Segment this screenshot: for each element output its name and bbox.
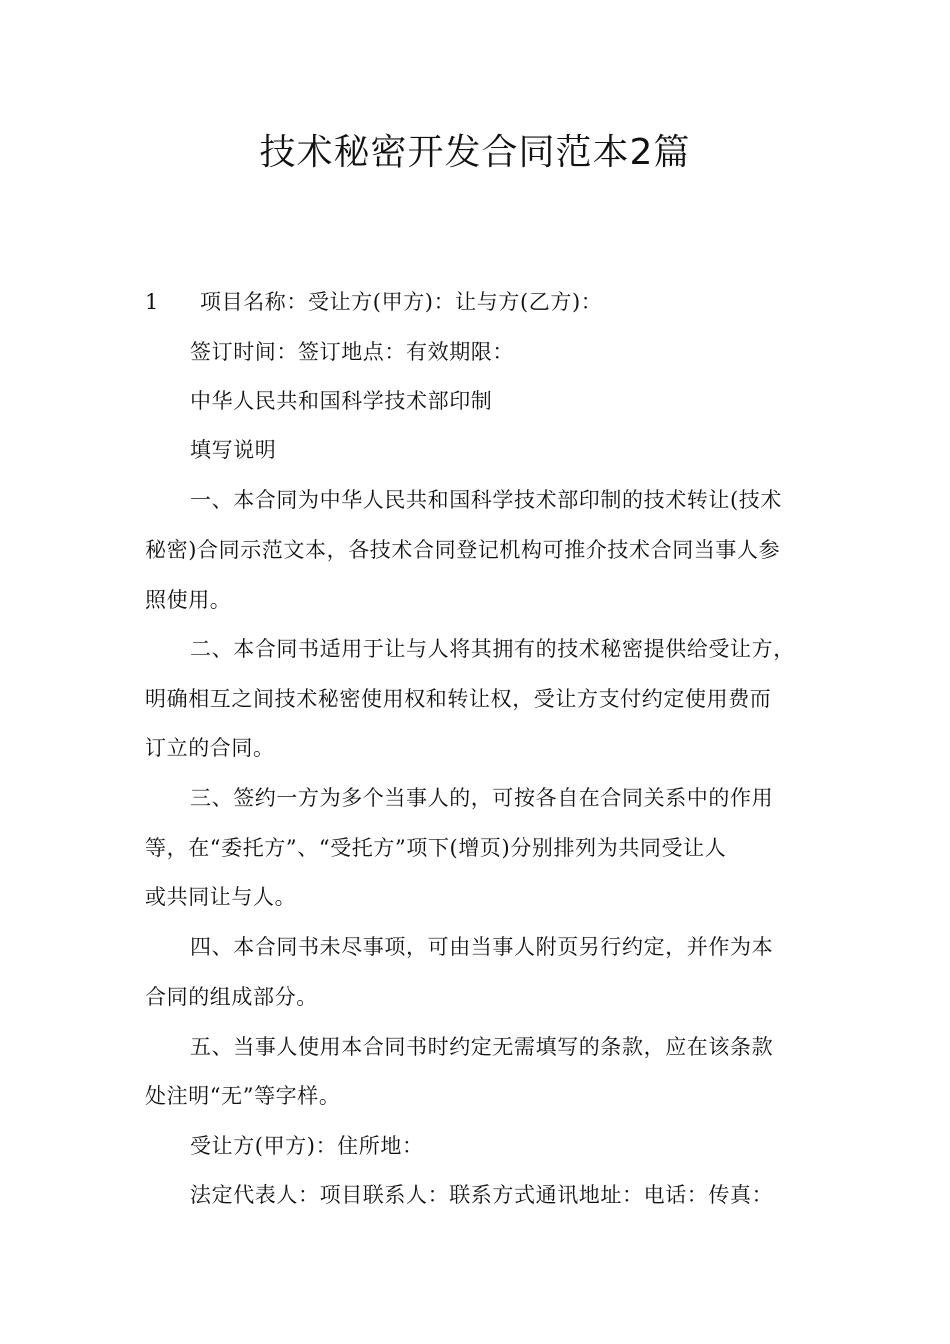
paragraph-1-line-2: 秘密)合同示范文本，各技术合同登记机构可推介技术合同当事人参	[145, 538, 781, 562]
paragraph-3-line-2: 等，在“委托方”、“受托方”项下(增页)分别排列为共同受让人	[145, 836, 727, 860]
paragraph-1-line-3: 照使用。	[145, 588, 232, 612]
paragraph-3-line-1: 三、签约一方为多个当事人的，可按各自在合同关系中的作用	[190, 786, 774, 810]
paragraph-3-line-3: 或共同让与人。	[145, 885, 297, 909]
paragraph-4-line-2: 合同的组成部分。	[145, 985, 318, 1009]
item-number: 1	[145, 290, 159, 314]
assignee-line: 受让方(甲方)：住所地：	[190, 1134, 424, 1158]
document-title: 技术秘密开发合同范本2篇	[259, 132, 691, 173]
paragraph-5-line-2: 处注明“无”等字样。	[145, 1084, 341, 1108]
paragraph-1-line-1: 一、本合同为中华人民共和国科学技术部印制的技术转让(技术	[190, 488, 782, 512]
project-header-line: 项目名称：受让方(甲方)：让与方(乙方)：	[200, 290, 603, 314]
instructions-heading: 填写说明	[190, 438, 277, 462]
paragraph-2-line-3: 订立的合同。	[145, 736, 275, 760]
paragraph-5-line-1: 五、当事人使用本合同书时约定无需填写的条款，应在该条款	[190, 1035, 774, 1059]
representative-line: 法定代表人：项目联系人：联系方式通讯地址：电话：传真：	[190, 1183, 774, 1207]
paragraph-2-line-1: 二、本合同书适用于让与人将其拥有的技术秘密提供给受让方，	[190, 637, 795, 661]
paragraph-2-line-2: 明确相互之间技术秘密使用权和转让权，受让方支付约定使用费而	[145, 687, 772, 711]
paragraph-4-line-1: 四、本合同书未尽事项，可由当事人附页另行约定，并作为本	[190, 935, 774, 959]
signing-info-line: 签订时间：签订地点：有效期限：	[190, 340, 514, 364]
printer-line: 中华人民共和国科学技术部印制	[190, 389, 493, 413]
